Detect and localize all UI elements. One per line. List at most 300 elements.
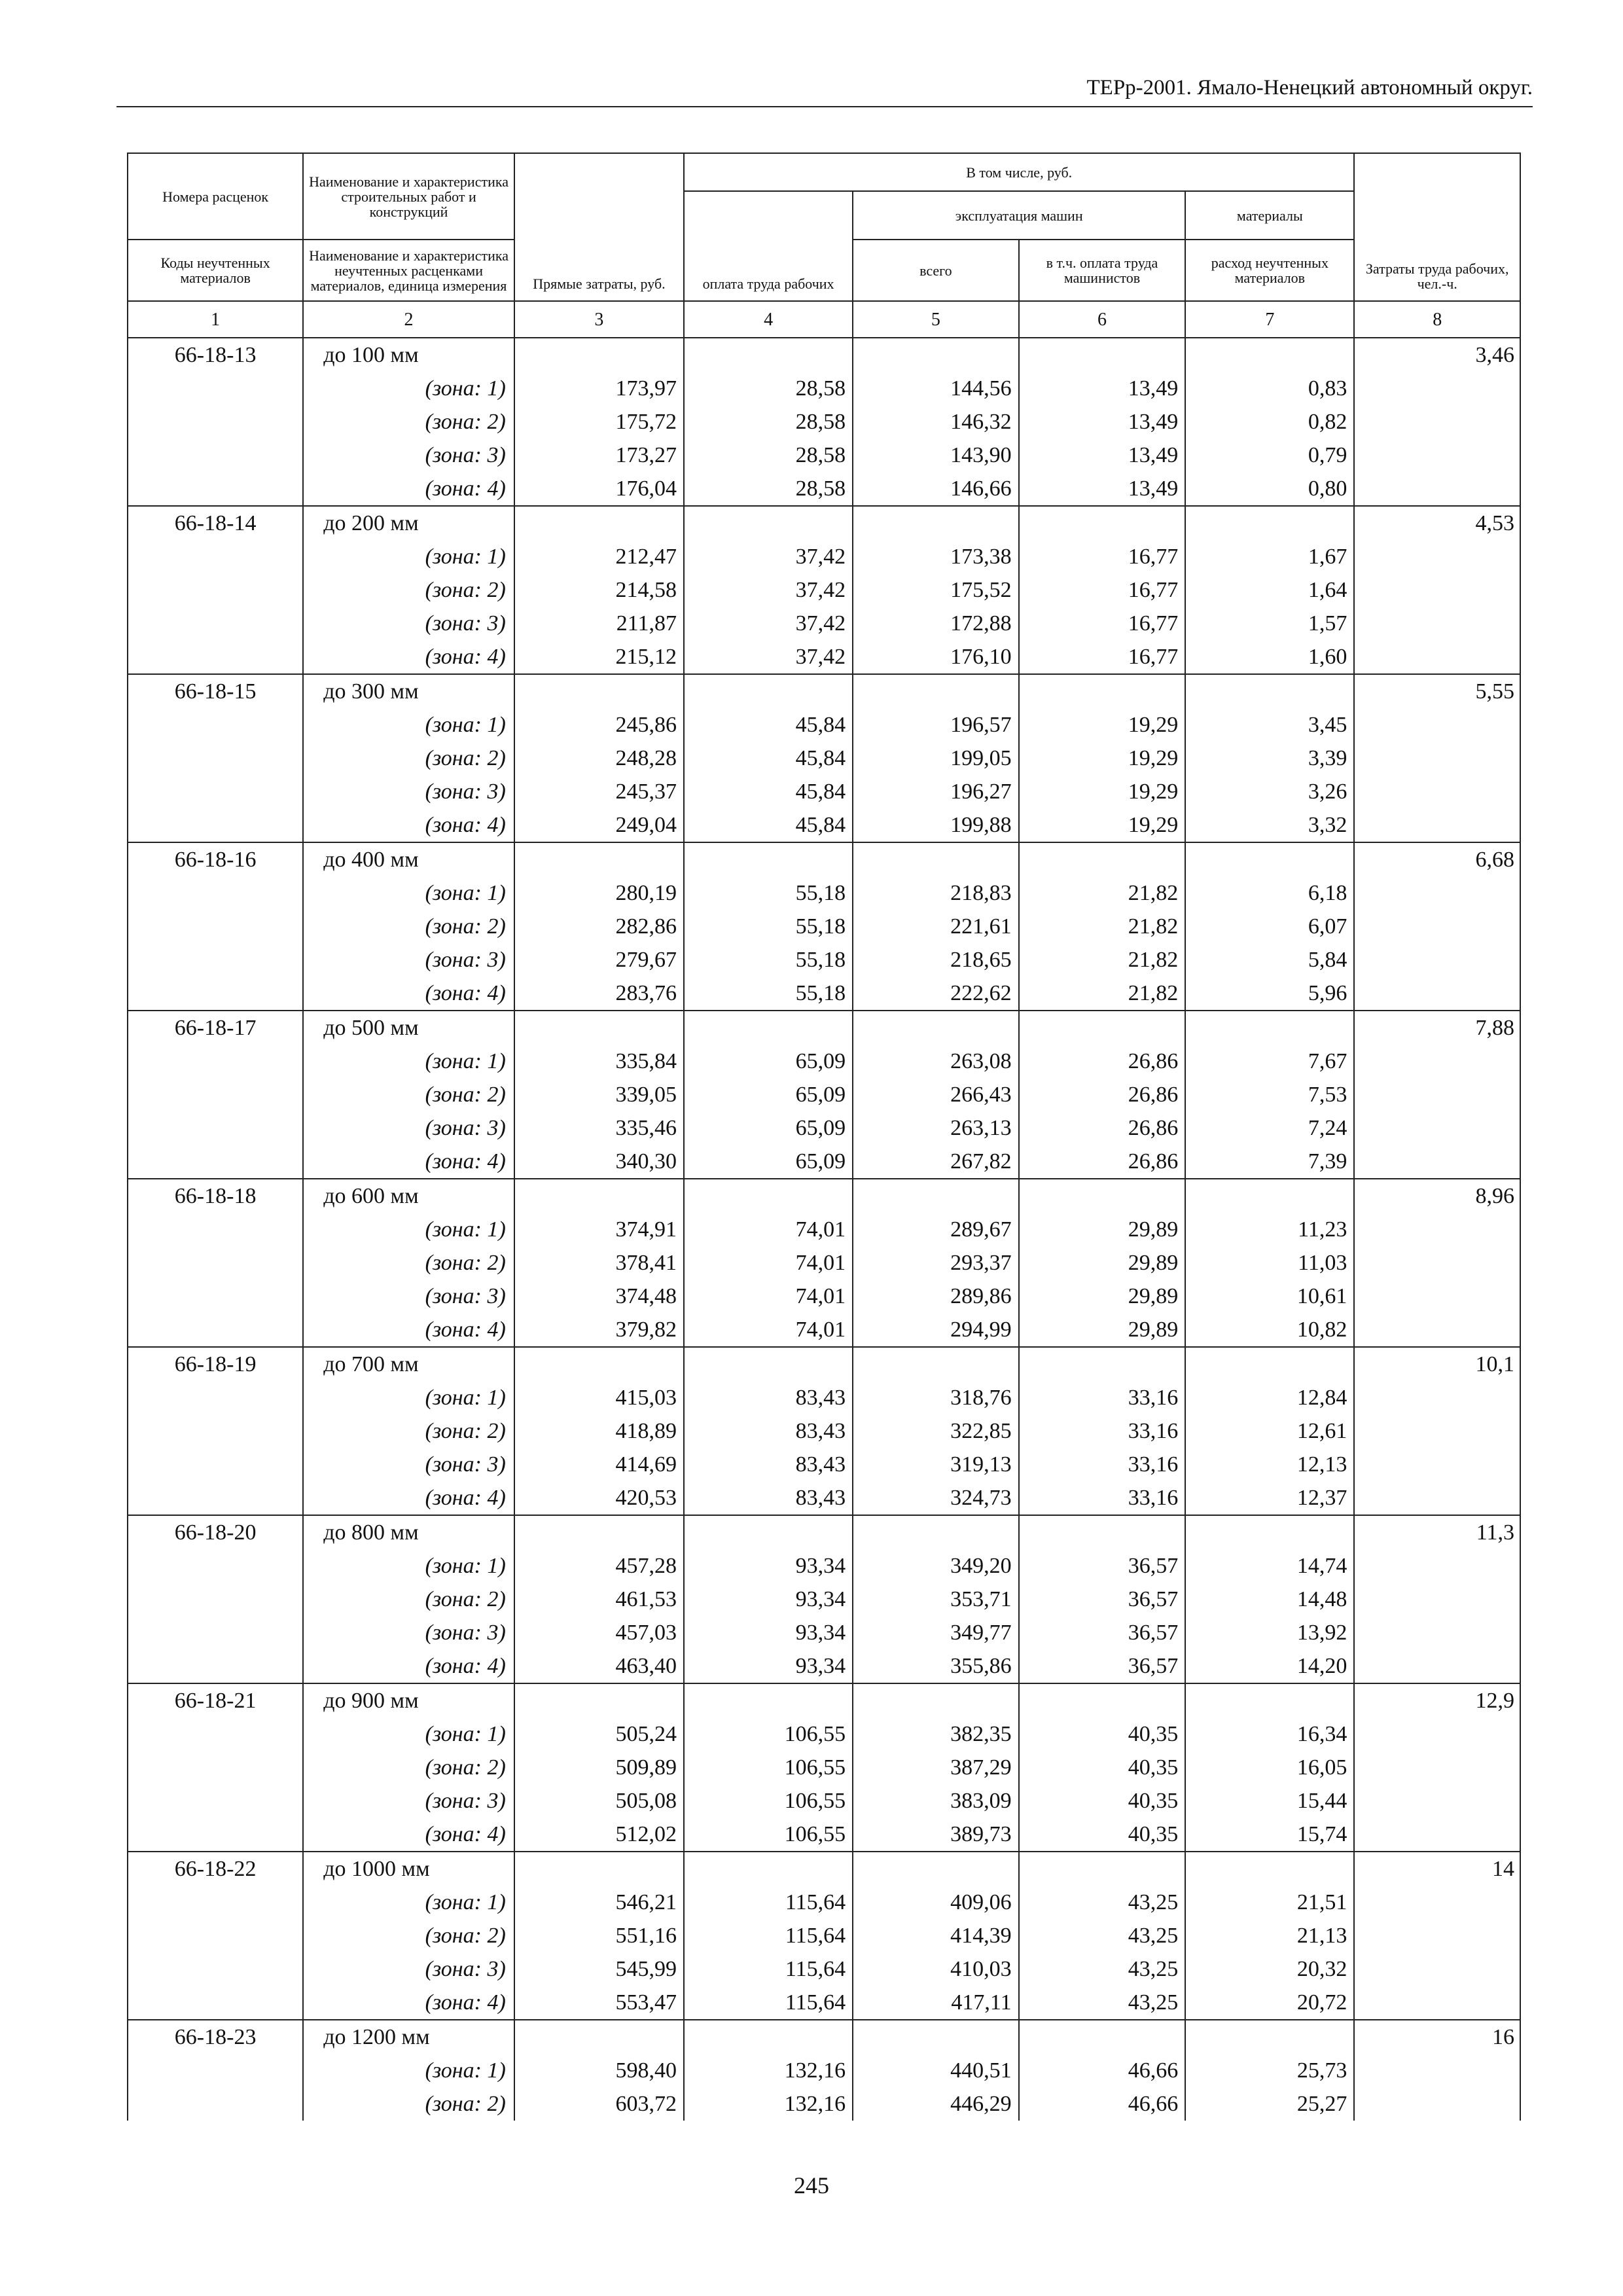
zone-row: [128, 1246, 1520, 1280]
rate-code: 66-18-18: [128, 1179, 303, 1347]
zone-row: [128, 876, 1520, 910]
work-name: до 800 мм: [303, 1515, 514, 1549]
empty-cell: [1019, 1683, 1186, 1717]
operator-pay: 46,66: [1019, 2054, 1186, 2087]
zone-row: [128, 573, 1520, 607]
rate-block: [128, 338, 1520, 506]
machines-total: 318,76: [853, 1381, 1019, 1414]
direct-costs: 283,76: [514, 977, 684, 1011]
header-machines-total: всего: [853, 240, 1019, 301]
operator-pay: 21,82: [1019, 943, 1186, 977]
machines-total: 199,05: [853, 742, 1019, 775]
zone-label: (зона: 1): [303, 372, 514, 405]
zone-row: [128, 742, 1520, 775]
rate-block: [128, 2020, 1520, 2121]
zone-label: (зона: 3): [303, 607, 514, 640]
rate-code: 66-18-23: [128, 2020, 303, 2121]
rate-code: 66-18-20: [128, 1515, 303, 1683]
materials-consumption: 3,26: [1185, 775, 1354, 808]
direct-costs: 245,86: [514, 708, 684, 742]
zone-label: (зона: 2): [303, 1246, 514, 1280]
zone-row: [128, 1481, 1520, 1515]
empty-cell: [514, 1852, 684, 1886]
worker-pay: 106,55: [684, 1818, 853, 1852]
zone-label: (зона: 2): [303, 1078, 514, 1111]
rate-code: 66-18-14: [128, 506, 303, 674]
direct-costs: 598,40: [514, 2054, 684, 2087]
empty-cell: [1019, 674, 1186, 708]
zone-label: (зона: 2): [303, 1414, 514, 1448]
column-number: 2: [303, 301, 514, 338]
worker-pay: 132,16: [684, 2087, 853, 2121]
worker-pay: 55,18: [684, 943, 853, 977]
operator-pay: 36,57: [1019, 1583, 1186, 1616]
empty-cell: [853, 1852, 1019, 1886]
worker-pay: 83,43: [684, 1414, 853, 1448]
worker-pay: 106,55: [684, 1751, 853, 1784]
zone-row: [128, 1414, 1520, 1448]
machines-total: 263,13: [853, 1111, 1019, 1145]
empty-cell: [684, 1011, 853, 1045]
materials-consumption: 15,74: [1185, 1818, 1354, 1852]
operator-pay: 19,29: [1019, 775, 1186, 808]
direct-costs: 248,28: [514, 742, 684, 775]
zone-row: [128, 1616, 1520, 1649]
empty-cell: [1019, 338, 1186, 372]
operator-pay: 29,89: [1019, 1246, 1186, 1280]
rate-block: [128, 506, 1520, 674]
worker-pay: 115,64: [684, 1986, 853, 2020]
worker-pay: 28,58: [684, 405, 853, 439]
rate-header-row: [128, 1179, 1520, 1213]
zone-label: (зона: 4): [303, 1986, 514, 2020]
machines-total: 446,29: [853, 2087, 1019, 2121]
zone-row: [128, 1549, 1520, 1583]
zone-label: (зона: 4): [303, 1481, 514, 1515]
operator-pay: 33,16: [1019, 1448, 1186, 1481]
machines-total: 294,99: [853, 1313, 1019, 1347]
zone-label: (зона: 2): [303, 405, 514, 439]
materials-consumption: 11,23: [1185, 1213, 1354, 1246]
worker-pay: 132,16: [684, 2054, 853, 2087]
zone-row: [128, 607, 1520, 640]
machines-total: 221,61: [853, 910, 1019, 943]
materials-consumption: 1,64: [1185, 573, 1354, 607]
direct-costs: 212,47: [514, 540, 684, 573]
header-unaccounted-codes: Коды неучтенных материалов: [128, 240, 303, 301]
header-materials: материалы: [1185, 191, 1354, 240]
operator-pay: 36,57: [1019, 1549, 1186, 1583]
operator-pay: 19,29: [1019, 742, 1186, 775]
machines-total: 266,43: [853, 1078, 1019, 1111]
machines-total: 410,03: [853, 1952, 1019, 1986]
header-operator-pay: в т.ч. оплата труда машинистов: [1019, 240, 1186, 301]
machines-total: 199,88: [853, 808, 1019, 842]
zone-label: (зона: 3): [303, 1448, 514, 1481]
materials-consumption: 7,24: [1185, 1111, 1354, 1145]
materials-consumption: 21,13: [1185, 1919, 1354, 1952]
empty-cell: [514, 674, 684, 708]
worker-pay: 65,09: [684, 1078, 853, 1111]
zone-label: (зона: 3): [303, 943, 514, 977]
worker-pay: 37,42: [684, 607, 853, 640]
header-labor-costs: Затраты труда рабочих, чел.-ч.: [1354, 153, 1520, 301]
materials-consumption: 5,84: [1185, 943, 1354, 977]
machines-total: 146,66: [853, 472, 1019, 506]
materials-consumption: 1,60: [1185, 640, 1354, 674]
operator-pay: 43,25: [1019, 1952, 1186, 1986]
empty-cell: [853, 1515, 1019, 1549]
work-name: до 100 мм: [303, 338, 514, 372]
empty-cell: [684, 1683, 853, 1717]
direct-costs: 340,30: [514, 1145, 684, 1179]
zone-row: [128, 708, 1520, 742]
empty-cell: [1019, 1011, 1186, 1045]
rate-header-row: [128, 674, 1520, 708]
rate-block: [128, 1683, 1520, 1852]
zone-row: [128, 1717, 1520, 1751]
zone-row: [128, 1045, 1520, 1078]
zone-label: (зона: 4): [303, 1313, 514, 1347]
header-work-name: Наименование и характеристика строительных работ и конструкций: [303, 153, 514, 240]
empty-cell: [1185, 674, 1354, 708]
operator-pay: 16,77: [1019, 573, 1186, 607]
header-unaccounted-names: Наименование и характеристика неучтенных расценками материалов, единица измерения: [303, 240, 514, 301]
materials-consumption: 1,67: [1185, 540, 1354, 573]
zone-label: (зона: 3): [303, 1111, 514, 1145]
empty-cell: [853, 1179, 1019, 1213]
rate-header-row: [128, 338, 1520, 372]
operator-pay: 46,66: [1019, 2087, 1186, 2121]
zone-row: [128, 1649, 1520, 1683]
zone-row: [128, 1986, 1520, 2020]
materials-consumption: 7,67: [1185, 1045, 1354, 1078]
rate-header-row: [128, 842, 1520, 876]
column-number: 8: [1354, 301, 1520, 338]
operator-pay: 43,25: [1019, 1919, 1186, 1952]
zone-label: (зона: 3): [303, 439, 514, 472]
materials-consumption: 14,74: [1185, 1549, 1354, 1583]
header-unaccounted-consumption: расход неучтенных материалов: [1185, 240, 1354, 301]
direct-costs: 335,46: [514, 1111, 684, 1145]
machines-total: 319,13: [853, 1448, 1019, 1481]
empty-cell: [684, 1515, 853, 1549]
empty-cell: [684, 338, 853, 372]
labor-cost: 10,1: [1354, 1347, 1520, 1515]
rate-code: 66-18-16: [128, 842, 303, 1011]
empty-cell: [684, 2020, 853, 2054]
materials-consumption: 3,45: [1185, 708, 1354, 742]
operator-pay: 16,77: [1019, 540, 1186, 573]
header-worker-pay: оплата труда рабочих: [684, 191, 853, 301]
zone-row: [128, 1280, 1520, 1313]
labor-cost: 12,9: [1354, 1683, 1520, 1852]
zone-label: (зона: 2): [303, 1751, 514, 1784]
direct-costs: 509,89: [514, 1751, 684, 1784]
work-name: до 300 мм: [303, 674, 514, 708]
worker-pay: 74,01: [684, 1246, 853, 1280]
work-name: до 400 мм: [303, 842, 514, 876]
empty-cell: [1019, 1347, 1186, 1381]
operator-pay: 26,86: [1019, 1045, 1186, 1078]
empty-cell: [684, 674, 853, 708]
empty-cell: [514, 1179, 684, 1213]
empty-cell: [684, 506, 853, 540]
labor-cost: 16: [1354, 2020, 1520, 2121]
work-name: до 1000 мм: [303, 1852, 514, 1886]
direct-costs: 173,97: [514, 372, 684, 405]
zone-label: (зона: 3): [303, 1616, 514, 1649]
operator-pay: 33,16: [1019, 1381, 1186, 1414]
materials-consumption: 14,20: [1185, 1649, 1354, 1683]
page-number: 245: [794, 2172, 829, 2198]
worker-pay: 74,01: [684, 1280, 853, 1313]
empty-cell: [853, 674, 1019, 708]
labor-cost: 4,53: [1354, 506, 1520, 674]
direct-costs: 461,53: [514, 1583, 684, 1616]
rate-code: 66-18-21: [128, 1683, 303, 1852]
rate-block: [128, 1011, 1520, 1179]
operator-pay: 29,89: [1019, 1313, 1186, 1347]
zone-row: [128, 1213, 1520, 1246]
direct-costs: 249,04: [514, 808, 684, 842]
operator-pay: 26,86: [1019, 1111, 1186, 1145]
direct-costs: 463,40: [514, 1649, 684, 1683]
machines-total: 173,38: [853, 540, 1019, 573]
zone-row: [128, 977, 1520, 1011]
direct-costs: 214,58: [514, 573, 684, 607]
work-name: до 200 мм: [303, 506, 514, 540]
machines-total: 383,09: [853, 1784, 1019, 1818]
machines-total: 349,77: [853, 1616, 1019, 1649]
zone-label: (зона: 1): [303, 708, 514, 742]
column-number: 3: [514, 301, 684, 338]
zone-row: [128, 910, 1520, 943]
machines-total: 263,08: [853, 1045, 1019, 1078]
header-machine-operation: эксплуатация машин: [853, 191, 1185, 240]
zone-label: (зона: 2): [303, 1919, 514, 1952]
zone-label: (зона: 2): [303, 1583, 514, 1616]
worker-pay: 93,34: [684, 1583, 853, 1616]
operator-pay: 43,25: [1019, 1886, 1186, 1919]
empty-cell: [684, 1347, 853, 1381]
operator-pay: 40,35: [1019, 1717, 1186, 1751]
machines-total: 289,86: [853, 1280, 1019, 1313]
column-number: 1: [128, 301, 303, 338]
direct-costs: 505,08: [514, 1784, 684, 1818]
machines-total: 293,37: [853, 1246, 1019, 1280]
direct-costs: 457,28: [514, 1549, 684, 1583]
operator-pay: 19,29: [1019, 808, 1186, 842]
rate-block: [128, 1852, 1520, 2020]
direct-costs: 512,02: [514, 1818, 684, 1852]
empty-cell: [514, 2020, 684, 2054]
direct-costs: 420,53: [514, 1481, 684, 1515]
machines-total: 387,29: [853, 1751, 1019, 1784]
machines-total: 382,35: [853, 1717, 1019, 1751]
worker-pay: 37,42: [684, 540, 853, 573]
operator-pay: 13,49: [1019, 405, 1186, 439]
empty-cell: [514, 506, 684, 540]
empty-cell: [1185, 1347, 1354, 1381]
running-header: [116, 73, 1533, 107]
zone-row: [128, 2054, 1520, 2087]
empty-cell: [514, 1515, 684, 1549]
operator-pay: 43,25: [1019, 1986, 1186, 2020]
materials-consumption: 3,39: [1185, 742, 1354, 775]
zone-label: (зона: 1): [303, 1886, 514, 1919]
empty-cell: [1019, 1179, 1186, 1213]
direct-costs: 279,67: [514, 943, 684, 977]
materials-consumption: 25,73: [1185, 2054, 1354, 2087]
zone-row: [128, 372, 1520, 405]
labor-cost: 6,68: [1354, 842, 1520, 1011]
materials-consumption: 25,27: [1185, 2087, 1354, 2121]
zone-row: [128, 405, 1520, 439]
machines-total: 409,06: [853, 1886, 1019, 1919]
materials-consumption: 12,61: [1185, 1414, 1354, 1448]
materials-consumption: 21,51: [1185, 1886, 1354, 1919]
rate-code: 66-18-19: [128, 1347, 303, 1515]
worker-pay: 115,64: [684, 1886, 853, 1919]
materials-consumption: 11,03: [1185, 1246, 1354, 1280]
zone-row: [128, 1145, 1520, 1179]
worker-pay: 45,84: [684, 708, 853, 742]
machines-total: 414,39: [853, 1919, 1019, 1952]
column-number: 5: [853, 301, 1019, 338]
machines-total: 417,11: [853, 1986, 1019, 2020]
rate-code: 66-18-15: [128, 674, 303, 842]
worker-pay: 55,18: [684, 910, 853, 943]
machines-total: 196,27: [853, 775, 1019, 808]
labor-cost: 3,46: [1354, 338, 1520, 506]
empty-cell: [1185, 2020, 1354, 2054]
labor-cost: 7,88: [1354, 1011, 1520, 1179]
machines-total: 222,62: [853, 977, 1019, 1011]
materials-consumption: 16,05: [1185, 1751, 1354, 1784]
zone-row: [128, 1919, 1520, 1952]
empty-cell: [1019, 506, 1186, 540]
zone-row: [128, 808, 1520, 842]
empty-cell: [1019, 1852, 1186, 1886]
column-number: 6: [1019, 301, 1186, 338]
worker-pay: 93,34: [684, 1549, 853, 1583]
direct-costs: 378,41: [514, 1246, 684, 1280]
zone-label: (зона: 1): [303, 1381, 514, 1414]
materials-consumption: 15,44: [1185, 1784, 1354, 1818]
zone-label: (зона: 1): [303, 1045, 514, 1078]
operator-pay: 13,49: [1019, 472, 1186, 506]
materials-consumption: 1,57: [1185, 607, 1354, 640]
zone-row: [128, 640, 1520, 674]
zone-label: (зона: 3): [303, 775, 514, 808]
empty-cell: [1185, 1852, 1354, 1886]
worker-pay: 55,18: [684, 977, 853, 1011]
zone-label: (зона: 4): [303, 1818, 514, 1852]
zone-label: (зона: 2): [303, 573, 514, 607]
materials-consumption: 5,96: [1185, 977, 1354, 1011]
zone-row: [128, 1313, 1520, 1347]
worker-pay: 106,55: [684, 1717, 853, 1751]
operator-pay: 13,49: [1019, 372, 1186, 405]
direct-costs: 415,03: [514, 1381, 684, 1414]
worker-pay: 115,64: [684, 1952, 853, 1986]
column-number-row: [128, 301, 1520, 338]
machines-total: 172,88: [853, 607, 1019, 640]
direct-costs: 505,24: [514, 1717, 684, 1751]
zone-row: [128, 1818, 1520, 1852]
work-name: до 900 мм: [303, 1683, 514, 1717]
worker-pay: 55,18: [684, 876, 853, 910]
operator-pay: 16,77: [1019, 640, 1186, 674]
zone-row: [128, 1952, 1520, 1986]
materials-consumption: 14,48: [1185, 1583, 1354, 1616]
operator-pay: 36,57: [1019, 1649, 1186, 1683]
machines-total: 218,65: [853, 943, 1019, 977]
machines-total: 440,51: [853, 2054, 1019, 2087]
materials-consumption: 10,82: [1185, 1313, 1354, 1347]
empty-cell: [684, 1852, 853, 1886]
materials-consumption: 7,39: [1185, 1145, 1354, 1179]
operator-pay: 21,82: [1019, 876, 1186, 910]
direct-costs: 546,21: [514, 1886, 684, 1919]
machines-total: 353,71: [853, 1583, 1019, 1616]
operator-pay: 21,82: [1019, 977, 1186, 1011]
empty-cell: [514, 1683, 684, 1717]
empty-cell: [514, 338, 684, 372]
rate-code: 66-18-13: [128, 338, 303, 506]
document-title: ТЕРр-2001. Ямало-Ненецкий автономный округ.: [1086, 76, 1533, 99]
operator-pay: 40,35: [1019, 1751, 1186, 1784]
machines-total: 143,90: [853, 439, 1019, 472]
machines-total: 389,73: [853, 1818, 1019, 1852]
materials-consumption: 0,82: [1185, 405, 1354, 439]
rate-header-row: [128, 506, 1520, 540]
zone-row: [128, 1886, 1520, 1919]
direct-costs: 215,12: [514, 640, 684, 674]
work-name: до 1200 мм: [303, 2020, 514, 2054]
empty-cell: [1019, 2020, 1186, 2054]
operator-pay: 26,86: [1019, 1145, 1186, 1179]
zone-row: [128, 1784, 1520, 1818]
empty-cell: [1185, 338, 1354, 372]
zone-label: (зона: 4): [303, 640, 514, 674]
materials-consumption: 6,07: [1185, 910, 1354, 943]
zone-row: [128, 1751, 1520, 1784]
materials-consumption: 20,32: [1185, 1952, 1354, 1986]
operator-pay: 40,35: [1019, 1818, 1186, 1852]
empty-cell: [853, 1011, 1019, 1045]
materials-consumption: 16,34: [1185, 1717, 1354, 1751]
zone-row: [128, 1448, 1520, 1481]
work-name: до 700 мм: [303, 1347, 514, 1381]
direct-costs: 553,47: [514, 1986, 684, 2020]
zone-label: (зона: 2): [303, 742, 514, 775]
materials-consumption: 3,32: [1185, 808, 1354, 842]
empty-cell: [1185, 506, 1354, 540]
machines-total: 144,56: [853, 372, 1019, 405]
direct-costs: 282,86: [514, 910, 684, 943]
rate-header-row: [128, 1347, 1520, 1381]
machines-total: 267,82: [853, 1145, 1019, 1179]
empty-cell: [853, 506, 1019, 540]
materials-consumption: 0,79: [1185, 439, 1354, 472]
operator-pay: 19,29: [1019, 708, 1186, 742]
machines-total: 218,83: [853, 876, 1019, 910]
machines-total: 322,85: [853, 1414, 1019, 1448]
zone-row: [128, 1111, 1520, 1145]
empty-cell: [853, 1347, 1019, 1381]
